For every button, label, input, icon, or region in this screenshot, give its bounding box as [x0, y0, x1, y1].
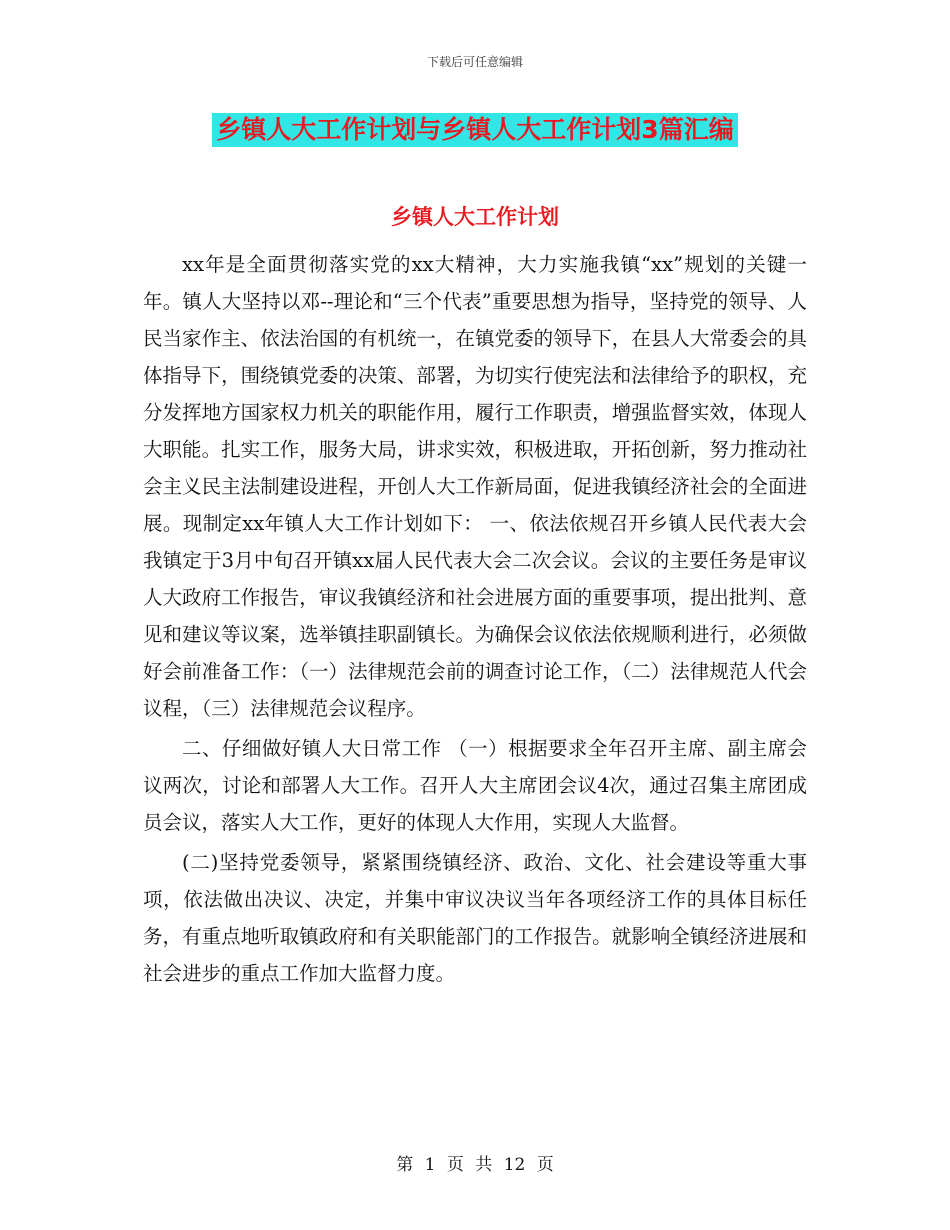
paragraph-1: xx年是全面贯彻落实党的xx大精神，大力实施我镇“xx”规划的关键一年。镇人大坚持以邓--理论和“三个代表”重要思想为指导，坚持党的领导、人民当家作主、依法治国的有机统一，在镇党委的领导下，在县人大常委会的具体指导下，围绕镇党委的决策、部署，为切实行使宪法和法律给予的职权，充分发挥地方国家权力机关的职能作用，履行工作职责，增强监督实效，体现人大职能。扎实工作，服务大局，讲求实效，积极进取，开拓创新，努力推动社会主义民主法制建设进程，开创人大工作新局面，促进我镇经济社会的全面进展。现制定xx年镇人大工作计划如下： 一、依法依规召开乡镇人民代表大会 我镇定于3月中旬召开镇xx届人民代表大会二次会议。会议的主要任务是审议人大政府工作报告，审议我镇经济和社会进展方面的重要事项，提出批判、意见和建议等议案，选举镇挂职副镇长。为确保会议依法依规顺利进行，必须做好会前准备工作：（一）法律规范会前的调查讨论工作，（二）法律规范人代会议程，（三）法律规范会议程序。 — [143, 253, 807, 720]
main-title-container — [0, 113, 950, 147]
section-title: 乡镇人大工作计划 — [391, 205, 559, 229]
page-number-footer: 第 1 页 共 12 页 — [396, 1155, 554, 1175]
main-title: 乡镇人大工作计划与乡镇人大工作计划3篇汇编 — [212, 113, 737, 147]
paragraph-2: 二、仔细做好镇人大日常工作 （一）根据要求全年召开主席、副主席会议两次，讨论和部署人大工作。召开人大主席团会议4次，通过召集主席团成员会议，落实人大工作，更好的体现人大作用，实现人大监督。 — [143, 737, 807, 834]
header-note: 下载后可任意编辑 — [426, 55, 523, 69]
document-body — [143, 246, 807, 992]
paragraph-3: (二)坚持党委领导，紧紧围绕镇经济、政治、文化、社会建设等重大事项，依法做出决议、决定，并集中审议决议当年各项经济工作的具体目标任务，有重点地听取镇政府和有关职能部门的工作报告。就影响全镇经济进展和社会进步的重点工作加大监督力度。 — [143, 851, 807, 985]
